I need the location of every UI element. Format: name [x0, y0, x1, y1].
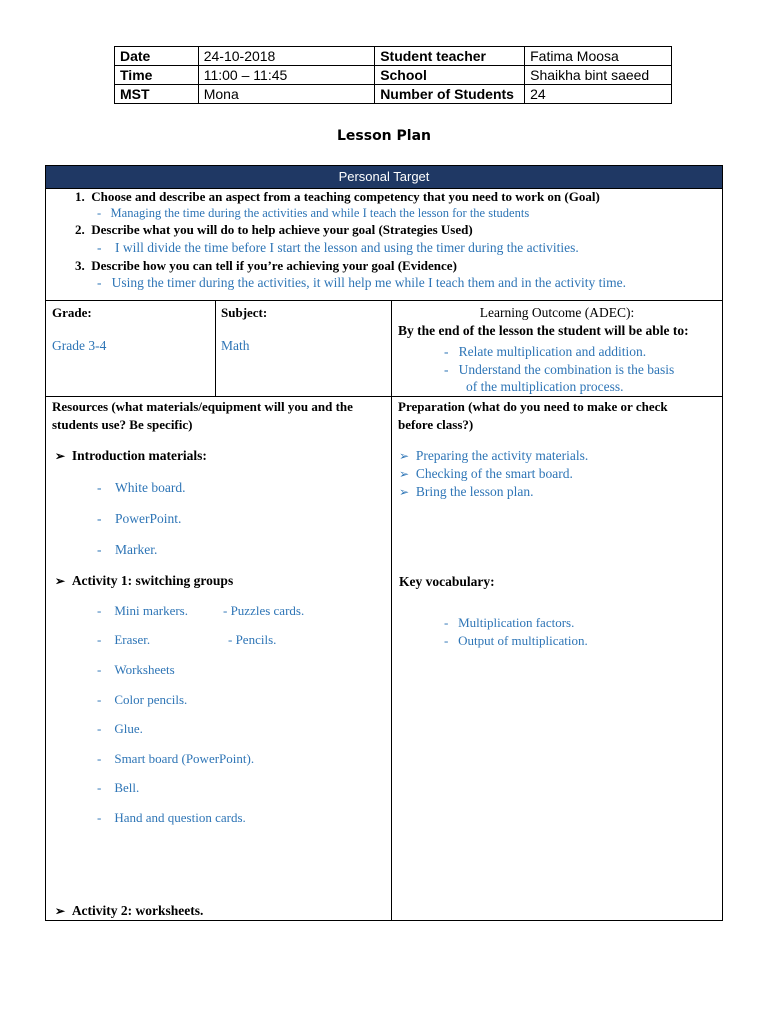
- key-vocabulary-label: Key vocabulary:: [399, 574, 495, 589]
- subject-label: Subject:: [221, 305, 268, 320]
- target-question-3: 3. Describe how you can tell if you’re achieving your goal (Evidence): [75, 258, 457, 273]
- resource-item: - Marker.: [97, 542, 158, 557]
- school-value: Shaikha bint saeed: [525, 66, 672, 85]
- subject-value: Math: [221, 338, 250, 353]
- outcome-item: - Relate multiplication and addition.: [444, 344, 647, 359]
- resource-item: - Hand and question cards.: [97, 810, 246, 825]
- divider: [45, 396, 723, 397]
- student-teacher-value: Fatima Moosa: [525, 47, 672, 66]
- divider: [45, 300, 723, 301]
- resources-heading-line2: students use? Be specific): [52, 417, 193, 432]
- resource-item: - Pencils.: [228, 632, 277, 647]
- students-count-value: 24: [525, 85, 672, 104]
- resource-item: - Glue.: [97, 721, 143, 736]
- arrow-bullet-icon: ➢: [399, 485, 410, 499]
- target-answer-1: - Managing the time during the activities and while I teach the lesson for the students: [97, 206, 530, 220]
- resource-item: - Puzzles cards.: [223, 603, 305, 618]
- outcome-item-continued: of the multiplication process.: [466, 379, 624, 394]
- divider: [391, 300, 392, 920]
- resource-item: - Smart board (PowerPoint).: [97, 751, 255, 766]
- school-label: School: [375, 66, 525, 85]
- arrow-bullet-icon: ➢: [55, 904, 66, 918]
- student-teacher-label: Student teacher: [375, 47, 525, 66]
- activity-1-heading: ➢ Activity 1: switching groups: [55, 573, 234, 588]
- arrow-bullet-icon: ➢: [399, 449, 410, 463]
- preparation-item: ➢ Preparing the activity materials.: [399, 448, 589, 463]
- vocabulary-item: - Output of multiplication.: [444, 633, 588, 648]
- time-value: 11:00 – 11:45: [198, 66, 374, 85]
- learning-outcome-lead: By the end of the lesson the student will be able to:: [398, 323, 689, 338]
- preparation-item: ➢ Checking of the smart board.: [399, 466, 573, 481]
- resource-item: - Color pencils.: [97, 692, 188, 707]
- grade-value: Grade 3-4: [52, 338, 107, 353]
- grade-label: Grade:: [52, 305, 92, 320]
- time-label: Time: [115, 66, 199, 85]
- target-question-2: 2. Describe what you will do to help achieve your goal (Strategies Used): [75, 222, 473, 237]
- resource-item: - Worksheets: [97, 662, 175, 677]
- resource-item: - Bell.: [97, 780, 140, 795]
- preparation-item: ➢ Bring the lesson plan.: [399, 484, 534, 499]
- arrow-bullet-icon: ➢: [55, 449, 66, 463]
- mst-label: MST: [115, 85, 199, 104]
- date-label: Date: [115, 47, 199, 66]
- page-title: Lesson Plan: [336, 128, 431, 144]
- resource-item: - PowerPoint.: [97, 511, 182, 526]
- target-answer-2: - I will divide the time before I start the lesson and using the timer during the activities.: [97, 240, 579, 255]
- target-answer-3: - Using the timer during the activities, it will help me while I teach them and in the activity time.: [97, 275, 626, 290]
- outcome-item: - Understand the combination is the basis: [444, 362, 675, 377]
- resource-item: - Eraser.: [97, 632, 151, 647]
- mst-value: Mona: [198, 85, 374, 104]
- activity-2-heading: ➢ Activity 2: worksheets.: [55, 903, 204, 918]
- date-value: 24-10-2018: [198, 47, 374, 66]
- vocabulary-item: - Multiplication factors.: [444, 615, 575, 630]
- target-question-1: 1. Choose and describe an aspect from a teaching competency that you need to work on (Goal): [75, 189, 600, 204]
- personal-target-banner: Personal Target: [46, 166, 722, 188]
- resource-item: - Mini markers.: [97, 603, 188, 618]
- students-count-label: Number of Students: [375, 85, 525, 104]
- intro-materials-heading: ➢ Introduction materials:: [55, 448, 207, 463]
- preparation-heading-line1: Preparation (what do you need to make or check: [398, 399, 668, 414]
- resources-heading-line1: Resources (what materials/equipment will you and the: [52, 399, 353, 414]
- divider: [215, 300, 216, 396]
- arrow-bullet-icon: ➢: [55, 574, 66, 588]
- resource-item: - White board.: [97, 480, 186, 495]
- arrow-bullet-icon: ➢: [399, 467, 410, 481]
- learning-outcome-title: Learning Outcome (ADEC):: [479, 305, 635, 320]
- preparation-heading-line2: before class?): [398, 417, 474, 432]
- lesson-info-table: [114, 46, 672, 104]
